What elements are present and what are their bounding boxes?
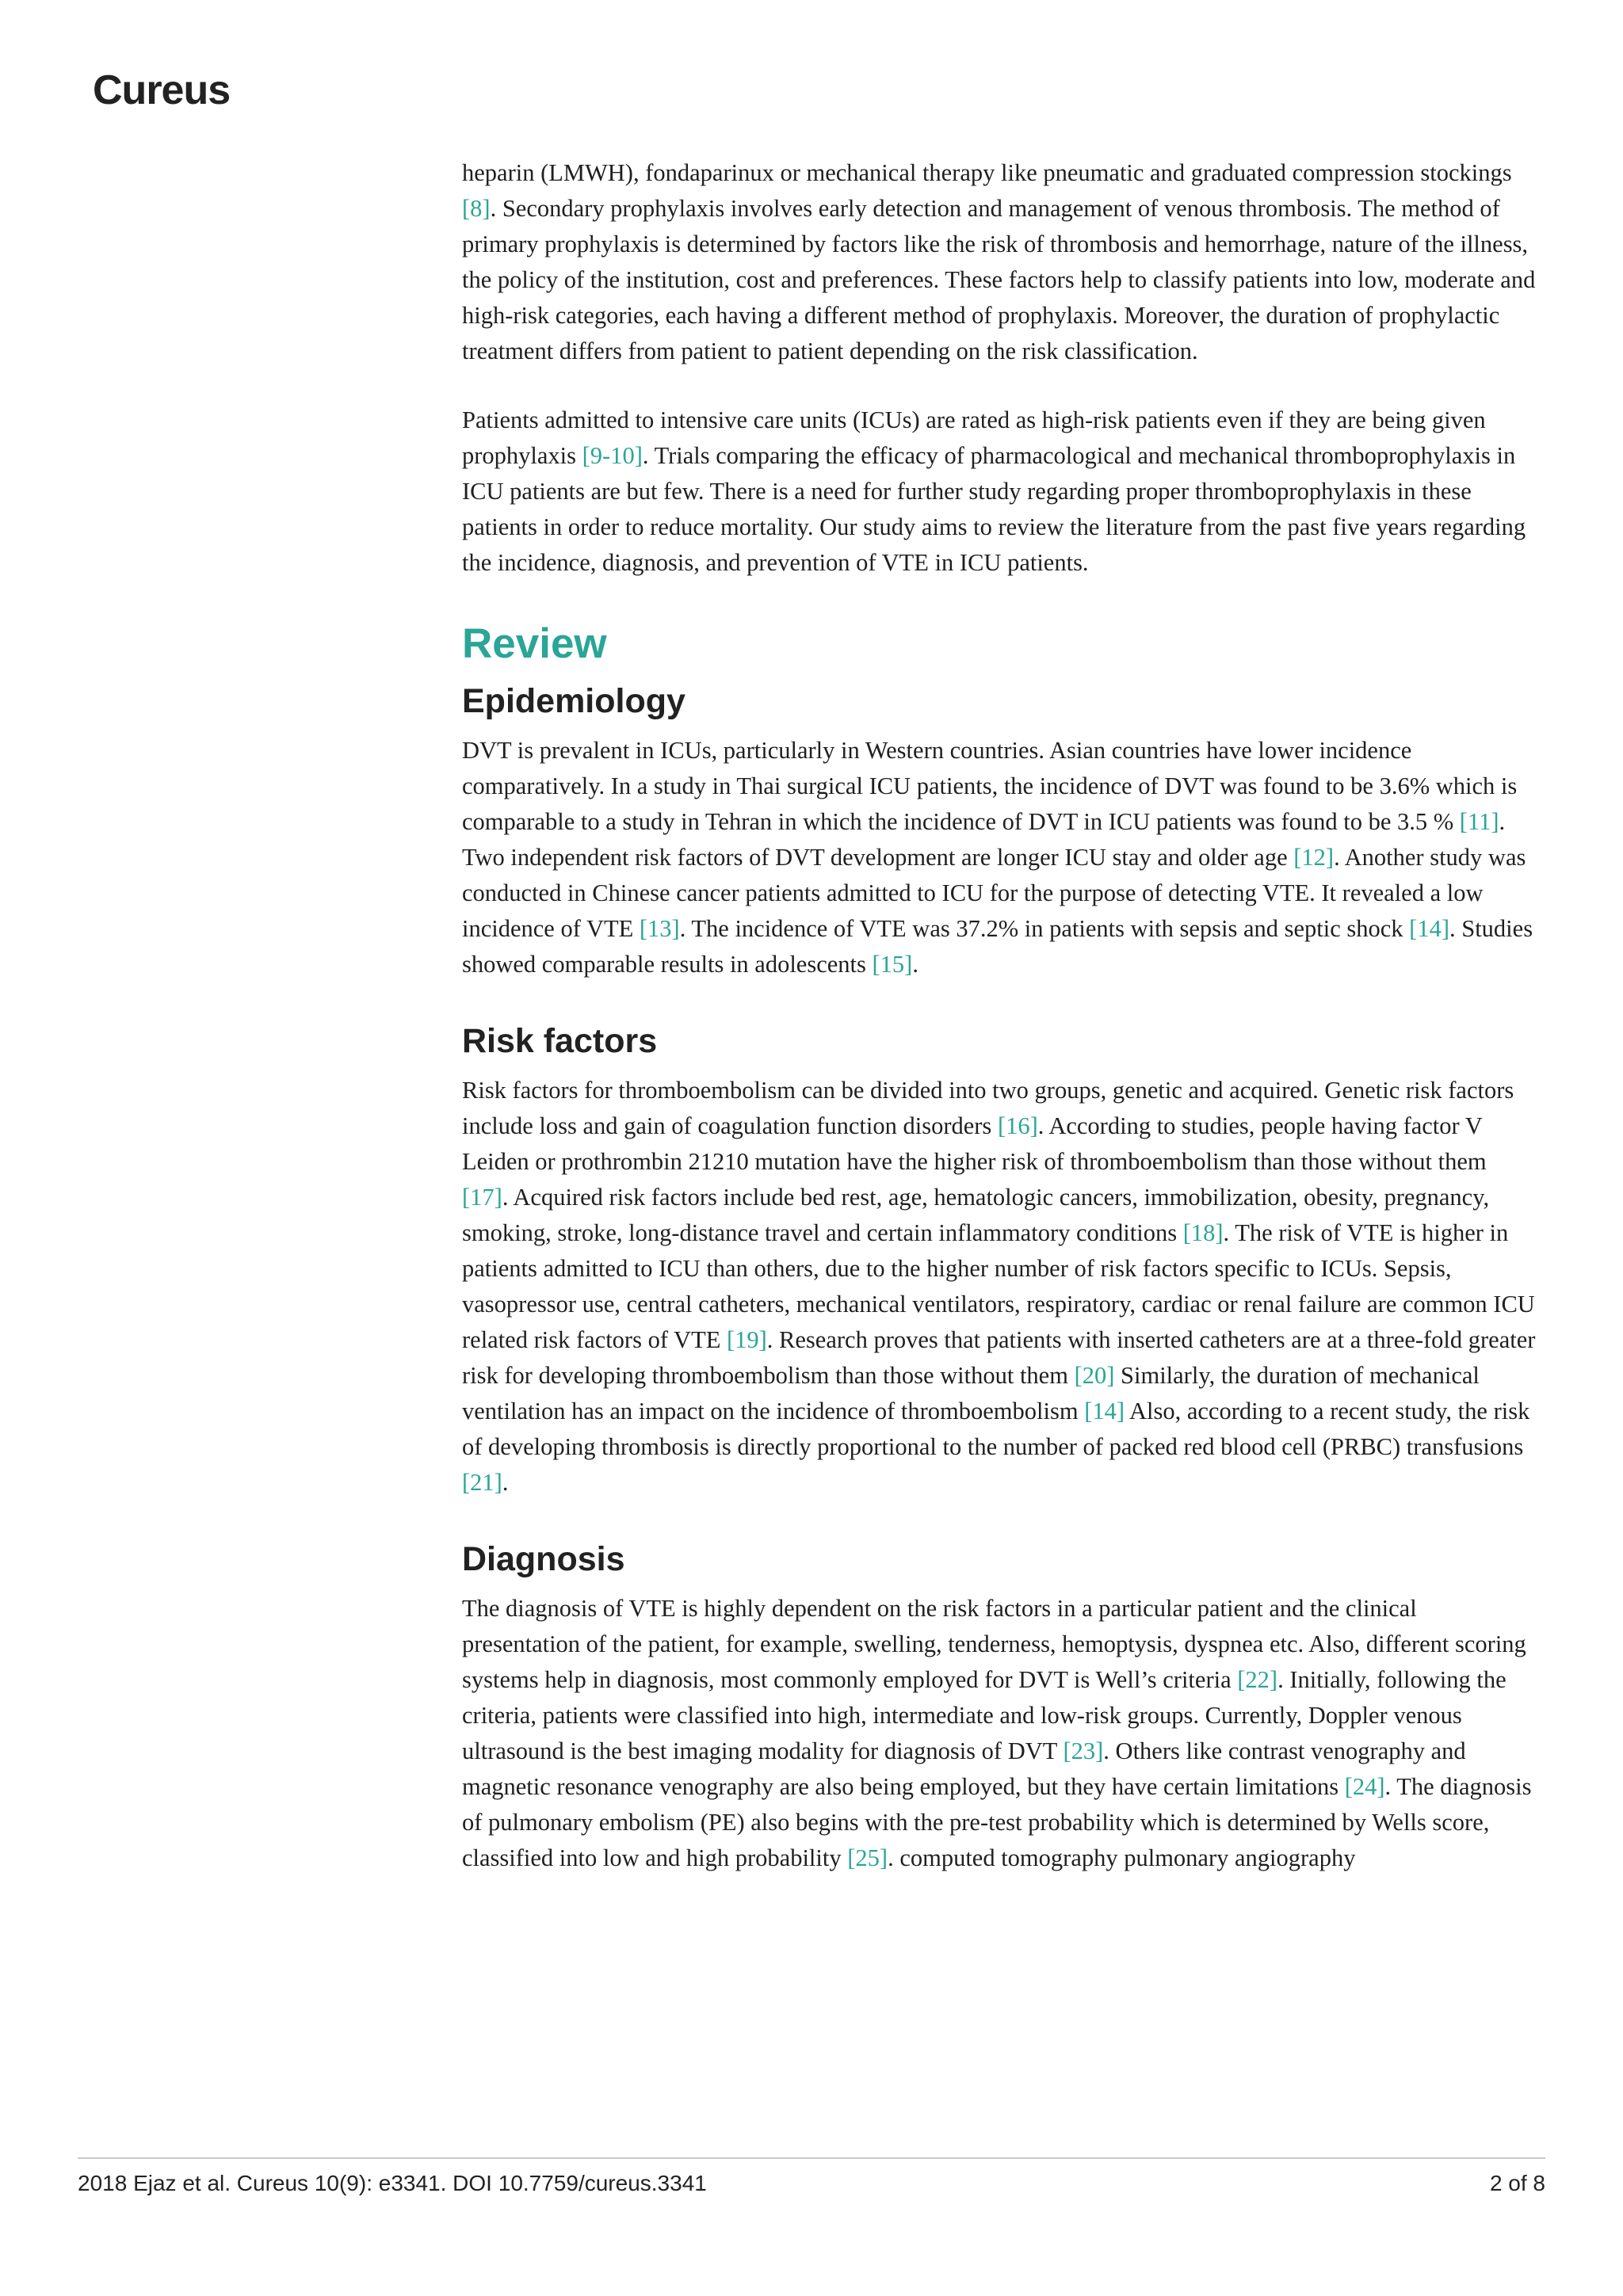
paragraph-icu-high-risk (462, 402, 1536, 581)
paragraph-text: . The incidence of VTE was 37.2% in patients with sepsis and septic shock (679, 915, 1410, 942)
citation-link[interactable]: [21] (462, 1469, 502, 1496)
article-body (462, 155, 1536, 1909)
paragraph-risk-factors (462, 1073, 1536, 1501)
citation-link[interactable]: [14] (1409, 915, 1449, 942)
paragraph-text: . Another study was conducted in Chinese cancer patients admitted to ICU for the purpose of detecting VTE. It revealed a low incidence of VTE (462, 844, 1526, 942)
citation-link[interactable]: [14] (1084, 1398, 1125, 1425)
subheading-diagnosis: Diagnosis (462, 1540, 625, 1578)
paragraph-prophylaxis-methods (462, 155, 1536, 369)
paragraph-text: . Studies showed comparable results in adolescents (462, 915, 1533, 978)
paragraph-text: . Two independent risk factors of DVT development are longer ICU stay and older age (462, 808, 1506, 871)
footer-divider (78, 2157, 1545, 2159)
paragraph-text: . computed tomography pulmonary angiography (888, 1844, 1356, 1871)
paragraph-text: . According to studies, people having factor V Leiden or prothrombin 21210 mutation have the higher risk of thromboembolism than those without them (462, 1112, 1487, 1175)
cureus-logo: Cureus (93, 67, 231, 113)
paragraph-text: heparin (LMWH), fondaparinux or mechanical therapy like pneumatic and graduated compression stockings (462, 159, 1512, 186)
citation-link[interactable]: [18] (1182, 1219, 1224, 1246)
paragraph-epidemiology (462, 733, 1536, 982)
paragraph-text: . (912, 951, 918, 978)
paragraph-text: . Acquired risk factors include bed rest, age, hematologic cancers, immobilization, obesity, pregnancy, smoking, stroke, long-distance travel and certain inflammatory conditions (462, 1184, 1490, 1246)
citation-link[interactable]: [16] (997, 1112, 1038, 1139)
citation-link[interactable]: [15] (872, 951, 913, 978)
paragraph-text: DVT is prevalent in ICUs, particularly in Western countries. Asian countries have lower incidence comparatively. In a study in Thai surgical ICU patients, the incidence of DVT was found to be 3.6% which is comparable to a study in Tehran in which the incidence of DVT in ICU patients was found to be 3.5 % (462, 737, 1518, 835)
paragraph-text: The diagnosis of VTE is highly dependent on the risk factors in a particular patient and the clinical presentation of the patient, for example, swelling, tenderness, hemoptysis, dyspnea etc. Also, different scoring systems help in diagnosis, most commonly employed for DVT is Well’s criteria (462, 1595, 1526, 1693)
page-number: 2 of 8 (1489, 2171, 1545, 2195)
citation-link[interactable]: [12] (1293, 844, 1335, 871)
citation-link[interactable]: [20] (1074, 1362, 1115, 1389)
citation-link[interactable]: [25] (847, 1844, 888, 1871)
paragraph-text: . Others like contrast venography and magnetic resonance venography are also being employed, but they have certain limitations (462, 1737, 1466, 1800)
paragraph-text: Similarly, the duration of mechanical ventilation has an impact on the incidence of thromboembolism (462, 1362, 1480, 1425)
paragraph-text: . Secondary prophylaxis involves early detection and management of venous thrombosis. The method of primary prophylaxis is determined by factors like the risk of thrombosis and hemorrhage, nature of the illness, the policy of the institution, cost and preferences. These factors help to classify patients into low, moderate and high-risk categories, each having a different method of prophylaxis. Moreover, the duration of prophylactic treatment differs from patient to patient depending on the risk classification. (462, 195, 1536, 364)
citation-link[interactable]: [22] (1237, 1666, 1278, 1693)
citation-link[interactable]: [24] (1344, 1773, 1385, 1800)
citation-link[interactable]: [8] (462, 195, 491, 222)
paragraph-text: . The diagnosis of pulmonary embolism (PE) also begins with the pre-test probability which is determined by Wells score, classified into low and high probability (462, 1773, 1532, 1871)
paragraph-text: . (502, 1469, 509, 1496)
paragraph-text: . Initially, following the criteria, patients were classified into high, intermediate and low-risk groups. Currently, Doppler venous ultrasound is the best imaging modality for diagnosis of DVT (462, 1666, 1507, 1764)
citation-link[interactable]: [23] (1063, 1737, 1104, 1764)
footer-citation: 2018 Ejaz et al. Cureus 10(9): e3341. DOI 10.7759/cureus.3341 (78, 2171, 707, 2195)
citation-link[interactable]: [11] (1459, 808, 1499, 835)
paragraph-text: Patients admitted to intensive care units (ICUs) are rated as high-risk patients even if they are being given prophylaxis (462, 406, 1486, 469)
citation-link[interactable]: [19] (726, 1326, 767, 1353)
citation-link[interactable]: [13] (639, 915, 680, 942)
subheading-risk-factors: Risk factors (462, 1022, 658, 1060)
paragraph-diagnosis (462, 1591, 1536, 1876)
paragraph-text: . The risk of VTE is higher in patients admitted to ICU than others, due to the higher number of risk factors specific to ICUs. Sepsis, vasopressor use, central catheters, mechanical ventilators, respiratory, cardiac or renal failure are common ICU related risk factors of VTE (462, 1219, 1535, 1353)
section-heading-review: Review (462, 620, 607, 667)
paragraph-text: Risk factors for thromboembolism can be divided into two groups, genetic and acquired. Genetic risk factors include loss and gain of coagulation function disorders (462, 1077, 1514, 1139)
paragraph-text: . Research proves that patients with inserted catheters are at a three-fold greater risk for developing thromboembolism than those without them (462, 1326, 1536, 1389)
paragraph-text: . Trials comparing the efficacy of pharmacological and mechanical thromboprophylaxis in ICU patients are but few. There is a need for further study regarding proper thromboprophylaxis in these patients in order to reduce mortality. Our study aims to review the literature from the past five years regarding the incidence, diagnosis, and prevention of VTE in ICU patients. (462, 442, 1526, 576)
citation-link[interactable]: [17] (462, 1184, 502, 1211)
subheading-epidemiology: Epidemiology (462, 682, 685, 720)
citation-link[interactable]: [9-10] (582, 442, 643, 469)
paragraph-text: Also, according to a recent study, the risk of developing thrombosis is directly proportional to the number of packed red blood cell (PRBC) transfusions (462, 1398, 1530, 1460)
